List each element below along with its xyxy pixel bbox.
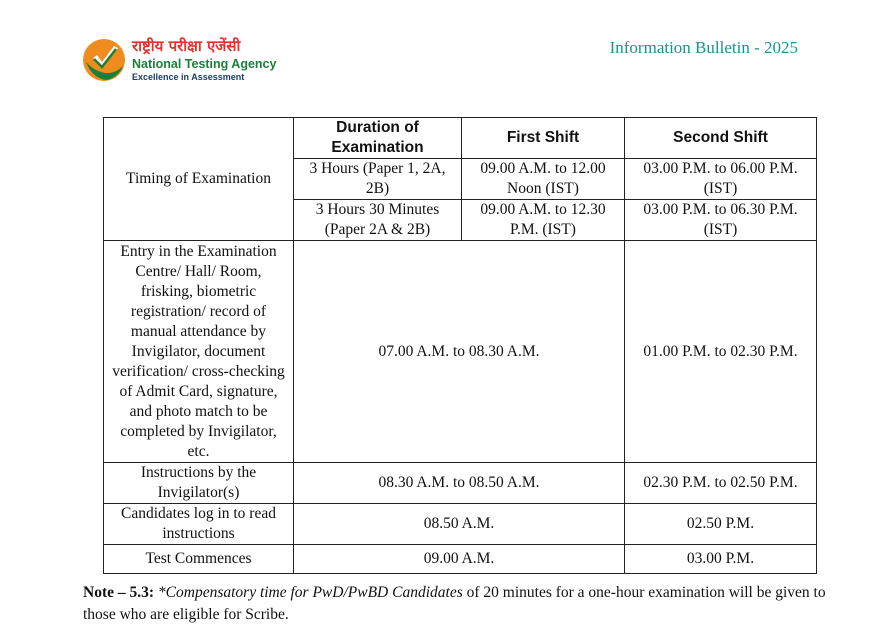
login-second-shift: 02.50 P.M. xyxy=(625,504,817,545)
logo-hindi-text: राष्ट्रीय परीक्षा एजेंसी xyxy=(132,37,241,55)
duration-cell: 3 Hours (Paper 1, 2A, 2B) xyxy=(294,159,462,200)
logo-english-text: National Testing Agency xyxy=(132,57,277,71)
entry-first-shift: 07.00 A.M. to 08.30 A.M. xyxy=(294,241,625,463)
instructions-first-shift: 08.30 A.M. to 08.50 A.M. xyxy=(294,463,625,504)
table-row xyxy=(104,545,817,574)
login-label: Candidates log in to read instructions xyxy=(104,504,294,545)
entry-second-shift: 01.00 P.M. to 02.30 P.M. xyxy=(625,241,817,463)
commence-second-shift: 03.00 P.M. xyxy=(625,545,817,574)
note-paragraph xyxy=(83,582,843,626)
header-first-shift: First Shift xyxy=(462,118,625,159)
table-row xyxy=(104,241,817,463)
nta-logo xyxy=(82,36,292,88)
instructions-label: Instructions by the Invigilator(s) xyxy=(104,463,294,504)
header-duration: Duration of Examination xyxy=(294,118,462,159)
instructions-second-shift: 02.30 P.M. to 02.50 P.M. xyxy=(625,463,817,504)
logo-tagline: Excellence in Assessment xyxy=(132,72,245,82)
first-shift-cell: 09.00 A.M. to 12.00 Noon (IST) xyxy=(462,159,625,200)
bulletin-title: Information Bulletin - 2025 xyxy=(609,38,798,57)
table-header-row xyxy=(104,118,817,159)
commence-label: Test Commences xyxy=(104,545,294,574)
note-rest: of 20 minutes for a one-hour examination will be given to those who are eligible for Scribe. xyxy=(83,584,826,623)
nta-logo-mark-icon xyxy=(82,38,126,82)
timing-label: Timing of Examination xyxy=(104,118,294,241)
note-prefix: Note – 5.3: xyxy=(83,584,155,601)
schedule-table xyxy=(103,117,817,574)
login-first-shift: 08.50 A.M. xyxy=(294,504,625,545)
header-second-shift: Second Shift xyxy=(625,118,817,159)
commence-first-shift: 09.00 A.M. xyxy=(294,545,625,574)
duration-cell: 3 Hours 30 Minutes (Paper 2A & 2B) xyxy=(294,200,462,241)
entry-label: Entry in the Examination Centre/ Hall/ Room, frisking, biometric registration/ record of manual attendance by Invigilator, document verification/ cross-checking of Admit Card, signature, and photo match to be completed by Invigilator, etc. xyxy=(104,241,294,463)
first-shift-cell: 09.00 A.M. to 12.30 P.M. (IST) xyxy=(462,200,625,241)
note-italic: *Compensatory time for PwD/PwBD Candidates xyxy=(157,584,463,601)
second-shift-cell: 03.00 P.M. to 06.30 P.M. (IST) xyxy=(625,200,817,241)
second-shift-cell: 03.00 P.M. to 06.00 P.M. (IST) xyxy=(625,159,817,200)
table-row xyxy=(104,463,817,504)
table-row xyxy=(104,504,817,545)
